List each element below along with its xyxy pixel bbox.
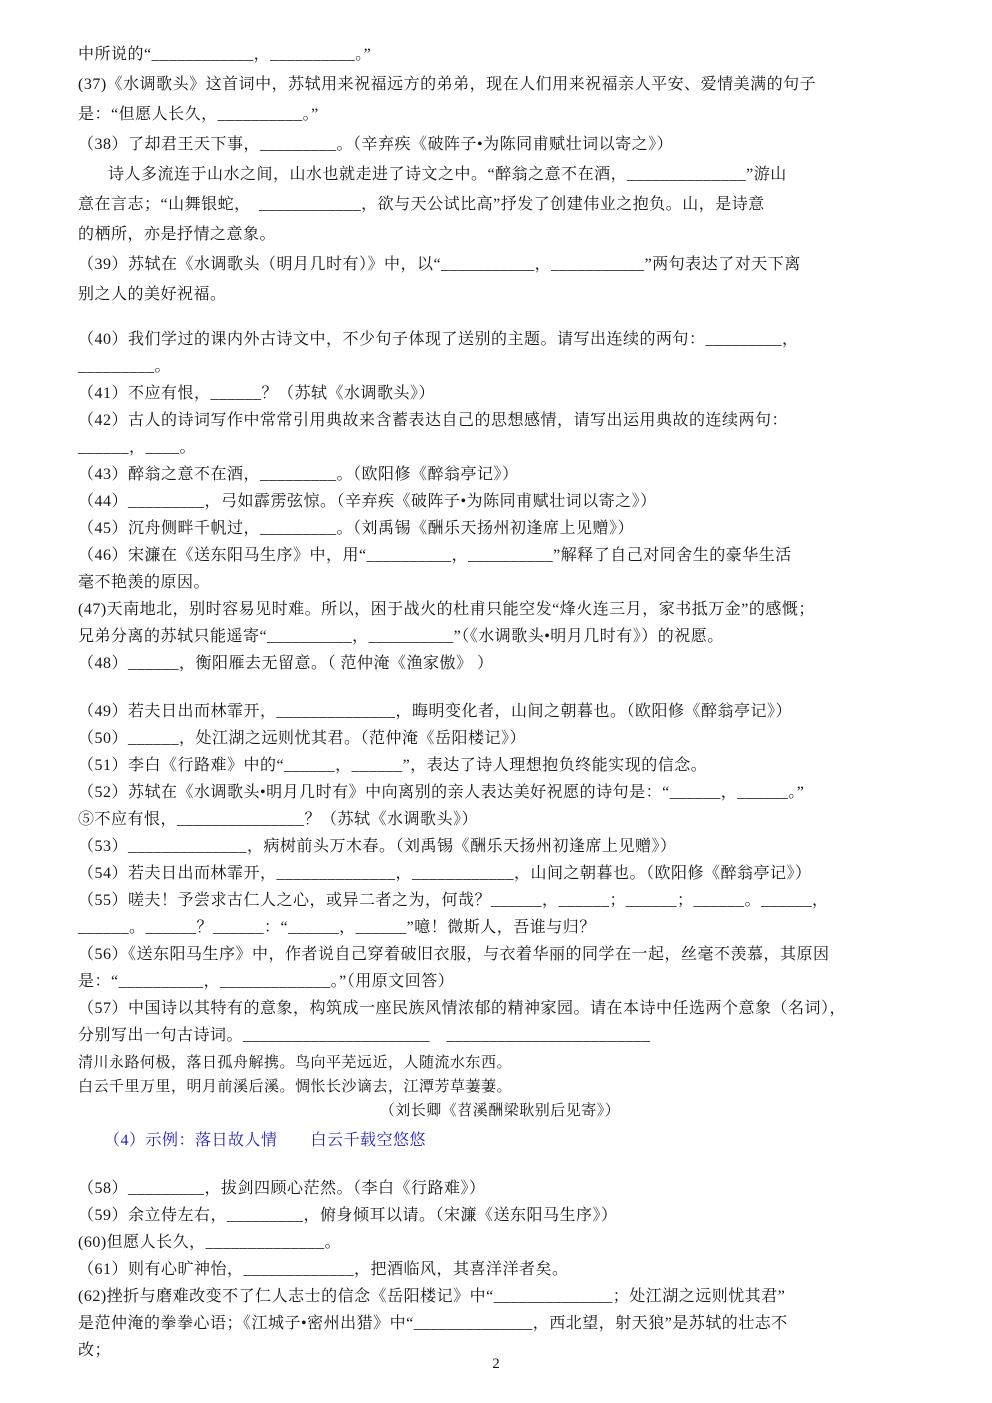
question-line: ⑤不应有恨，_______________？（苏轼《水调歌头》）: [78, 811, 479, 828]
question-line: （54）若夫日出而林霏开，______________，____________，山间之朝暮也。（欧阳修《醉翁亭记》）: [78, 865, 812, 882]
question-line: （49）若夫日出而林霏开，______________，晦明变化者，山间之朝暮也。（欧阳修《醉翁亭记》）: [78, 703, 793, 720]
question-line: （53）______________，病树前头万木春。（刘禹锡《酬乐天扬州初逢席上见赠》）: [78, 838, 677, 855]
poem-attribution: （刘长卿《苕溪酬梁耿别后见寄》）: [379, 1103, 621, 1119]
question-line: （43）醉翁之意不在酒，_________。（欧阳修《醉翁亭记》）: [78, 466, 519, 483]
question-line: 改；: [78, 1342, 112, 1359]
question-line: （58）_________，拔剑四顾心茫然。（李白《行路难》）: [78, 1180, 486, 1197]
poem-quote: [78, 1051, 922, 1123]
poem-line: 白云千里万里，明月前溪后溪。惆怅长沙谪去，江潭芳草萋萋。: [78, 1079, 513, 1095]
question-line: （39）苏轼在《水调歌头（明月几时有）》中，以“___________，___________”两句表达了对天下离: [78, 256, 801, 273]
example-answer: [78, 1127, 922, 1155]
question-line: （55）嗟夫！予尝求古仁人之心，或异二者之为，何哉？______，______；______；______。______，: [78, 892, 829, 909]
questions-36-39: [78, 40, 922, 310]
question-line: （45）沉舟侧畔千帆过，_________。（刘禹锡《酬乐天扬州初逢席上见赠》）: [78, 520, 635, 537]
question-line: 分别写出一句古诗词。______________________ ________________________: [78, 1027, 651, 1044]
question-line: （42）古人的诗词写作中常常引用典故来含蓄表达自己的思想感情，请写出运用典故的连续两句：: [78, 412, 789, 429]
example-answer-line: （4）示例：落日故人情 白云千载空悠悠: [104, 1132, 427, 1149]
question-line: （52）苏轼在《水调歌头•明月几时有》中向离别的亲人表达美好祝愿的诗句是：“______，______。”: [78, 784, 805, 801]
question-line: （48）______，衡阳雁去无留意。（ 范仲淹《渔家傲》 ）: [78, 655, 494, 672]
page-number: 2: [492, 1356, 500, 1372]
question-line: 是范仲淹的拳拳心语；《江城子•密州出猎》中“______________，西北望，射天狼”是苏轼的壮志不: [78, 1315, 788, 1332]
question-line: 是：“但愿人长久，__________。”: [78, 106, 319, 123]
question-line: 意在言志；“山舞银蛇， ____________，欲与天公试比高”抒发了创建伟业之抱负。山，是诗意: [78, 196, 765, 213]
question-line: （44）_________，弓如霹雳弦惊。（辛弃疾《破阵子•为陈同甫赋壮词以寄之》）: [78, 493, 657, 510]
question-line: （50）______，处江湖之远则忧其君。（范仲淹《岳阳楼记》）: [78, 730, 527, 747]
paragraph-gap: [78, 310, 922, 326]
question-line: 的栖所，亦是抒情之意象。: [78, 226, 277, 243]
question-line: 是：“__________，_____________。”（用原文回答）: [78, 973, 455, 990]
question-line: （61）则有心旷神怡，_____________，把酒临风，其喜洋洋者矣。: [78, 1261, 569, 1278]
question-line: 毫不艳羡的原因。: [78, 574, 211, 591]
question-line: 别之人的美好祝福。: [78, 286, 227, 303]
question-line: (47)天南地北，别时容易见时难。所以，困于战火的杜甫只能空发“烽火连三月，家书抵万金”的感慨；: [78, 601, 815, 618]
question-line: （38）了却君王天下事，_________。（辛弃疾《破阵子•为陈同甫赋壮词以寄之》）: [78, 136, 674, 153]
question-line: ______。______？______：“______，______”噫！微斯人，吾谁与归？: [78, 919, 596, 936]
question-line: ______，____。: [78, 439, 197, 456]
question-line: 兄弟分离的苏轼只能遥寄“__________，__________”（《水调歌头•明月几时有》）的祝愿。: [78, 628, 724, 645]
paragraph-gap: [78, 1155, 922, 1175]
paragraph-gap: [78, 677, 922, 698]
document-body: [78, 40, 922, 1364]
poem-line: 清川永路何极，落日孤舟解携。鸟向平芜远近，人随流水东西。: [78, 1055, 513, 1071]
questions-40-48: [78, 326, 922, 677]
question-line: （56）《送东阳马生序》中，作者说自己穿着破旧衣服，与衣着华丽的同学在一起，丝毫不羡慕，其原因: [78, 946, 830, 963]
question-line: （59）余立侍左右，_________，俯身倾耳以请。（宋濂《送东阳马生序》）: [78, 1207, 618, 1224]
question-line: （46）宋濂在《送东阳马生序》中，用“__________，__________”解释了自己对同舍生的豪华生活: [78, 547, 792, 564]
question-line: _________。: [78, 358, 172, 375]
question-line: （40）我们学过的课内外古诗文中，不少句子体现了送别的主题。请写出连续的两句：_________，: [78, 331, 799, 348]
questions-58-62: [78, 1175, 922, 1364]
questions-49-57: [78, 698, 922, 1049]
question-line: （57）中国诗以其特有的意象，构筑成一座民族风情浓郁的精神家园。请在本诗中任选两个意象（名词），: [78, 1000, 847, 1017]
question-line: （51）李白《行路难》中的“______，______”，表达了诗人理想抱负终能实现的信念。: [78, 757, 708, 774]
question-line: (37)《水调歌头》这首词中，苏轼用来祝福远方的弟弟，现在人们用来祝福亲人平安、爱情美满的句子: [78, 76, 817, 93]
question-line: （41）不应有恨，______？（苏轼《水调歌头》）: [78, 385, 436, 402]
question-line: (62)挫折与磨难改变不了仁人志士的信念《岳阳楼记》中“______________；处江湖之远则忧其君”: [78, 1288, 786, 1305]
question-line: 中所说的“____________，__________。”: [78, 46, 372, 63]
question-line: 诗人多流连于山水之间，山水也就走进了诗文之中。“醉翁之意不在酒，______________”游山: [108, 166, 787, 183]
question-line: (60)但愿人长久，______________。: [78, 1234, 342, 1251]
